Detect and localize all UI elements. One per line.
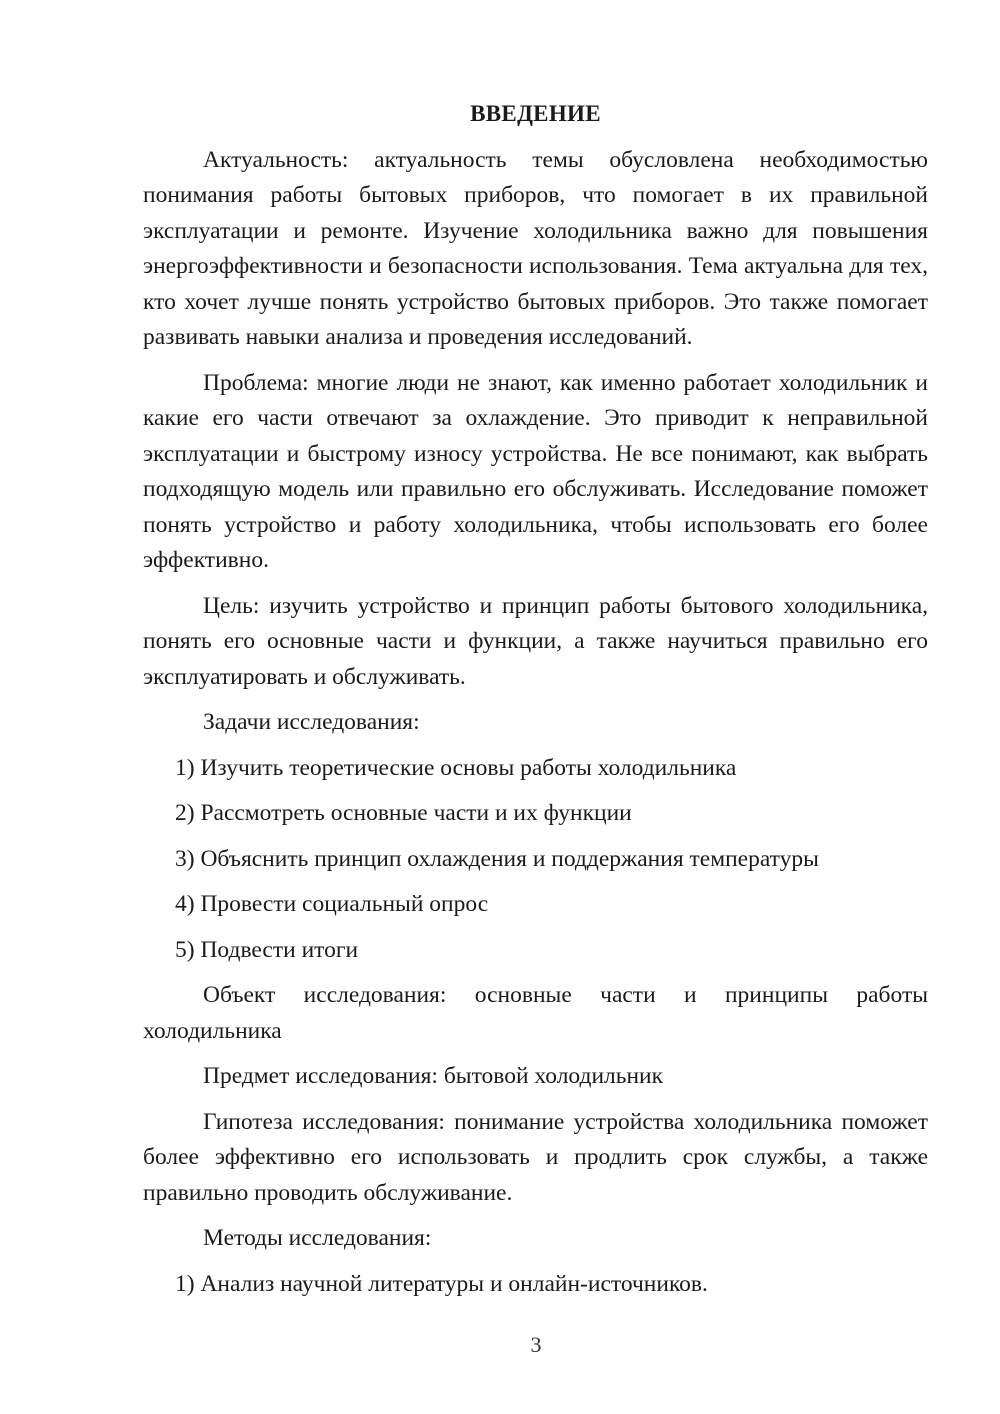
list-item: 5) Подвести итоги	[175, 936, 359, 963]
page-number: 3	[530, 1332, 542, 1357]
list-item: 4) Провести социальный опрос	[175, 891, 489, 917]
list-item: 1) Анализ научной литературы и онлайн-источников.	[175, 1270, 708, 1297]
page-content	[143, 96, 928, 1312]
methods-heading: Методы исследования:	[203, 1225, 432, 1251]
methods-list	[143, 1267, 928, 1303]
problem-paragraph: Проблема: многие люди не знают, как именно работает холодильник и какие его части отвечают за охлаждение. Это приводит к неправильной эксплуатации и быстрому износу устройства. Не все понимают, как выбрать подходящую модель или правильно его обслуживать. Исследование поможет понять устройство и работу холодильника, чтобы использовать его более эффективно.	[143, 369, 928, 573]
object-paragraph: Объект исследования: основные части и принципы работы холодильника	[143, 982, 928, 1044]
list-item: 1) Изучить теоретические основы работы холодильника	[175, 754, 737, 781]
tasks-heading: Задачи исследования:	[203, 709, 420, 735]
page-title: ВВЕДЕНИЕ	[470, 101, 601, 126]
subject-paragraph: Предмет исследования: бытовой холодильник	[203, 1063, 664, 1089]
hypothesis-paragraph: Гипотеза исследования: понимание устройства холодильника поможет более эффективно его использовать и продлить срок службы, а также правильно проводить обслуживание.	[143, 1108, 928, 1206]
list-item: 2) Рассмотреть основные части и их функции	[175, 800, 632, 826]
relevance-paragraph: Актуальность: актуальность темы обусловлена необходимостью понимания работы бытовых приборов, что помогает в их правильной эксплуатации и ремонте. Изучение холодильника важно для повышения энергоэффективности и безопасности использования. Тема актуальна для тех, кто хочет лучше понять устройство бытовых приборов. Это также помогает развивать навыки анализа и проведения исследований.	[143, 146, 928, 350]
goal-paragraph: Цель: изучить устройство и принцип работы бытового холодильника, понять его основные части и функции, а также научиться правильно его эксплуатировать и обслуживать.	[143, 592, 928, 690]
tasks-list	[143, 751, 928, 969]
list-item: 3) Объяснить принцип охлаждения и поддержания температуры	[175, 845, 819, 872]
